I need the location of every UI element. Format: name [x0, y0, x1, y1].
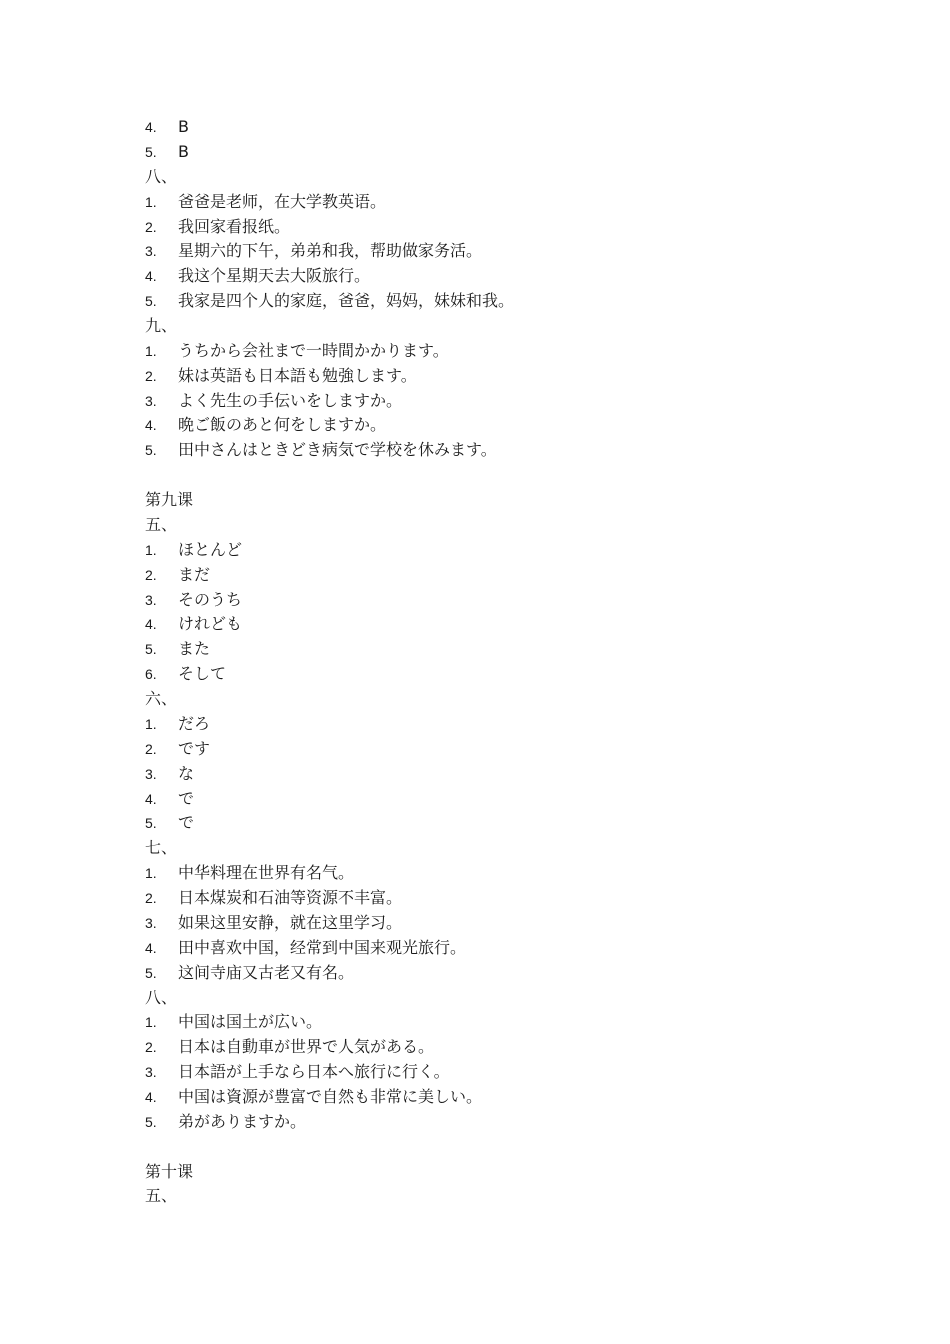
list-item: [145, 860, 354, 885]
list-item: [145, 1084, 482, 1109]
list-item: [145, 636, 210, 661]
item-number: 5.: [145, 143, 157, 160]
item-text: B: [178, 141, 189, 161]
item-number: 5.: [145, 442, 157, 459]
section-heading: 七、: [145, 838, 178, 858]
item-text: 我回家看报纸。: [178, 216, 291, 236]
list-item: [145, 338, 449, 363]
item-number: 3.: [145, 914, 157, 931]
item-number: 5.: [145, 293, 157, 310]
item-text: けれども: [178, 614, 243, 634]
item-text: ほとんど: [178, 539, 243, 559]
item-text: また: [178, 639, 211, 659]
item-text: 这间寺庙又古老又有名。: [178, 962, 355, 982]
item-text: 妹は英語も日本語も勉強します。: [178, 365, 417, 385]
list-item: [145, 139, 189, 164]
item-text: 弟がありますか。: [178, 1111, 307, 1131]
item-text: で: [178, 788, 195, 808]
item-text: うちから会社まで一時間かかります。: [178, 340, 449, 360]
list-item: [145, 810, 194, 835]
item-text: な: [178, 763, 195, 783]
list-item: [145, 1059, 450, 1084]
item-number: 3.: [145, 591, 157, 608]
item-number: 1.: [145, 1014, 157, 1031]
section-heading: 六、: [145, 689, 178, 708]
item-number: 2.: [145, 890, 157, 906]
item-text: 我家是四个人的家庭，爸爸，妈妈，妹妹和我。: [178, 291, 515, 311]
list-item: [145, 114, 189, 139]
item-number: 4.: [145, 417, 157, 434]
item-number: 3.: [145, 765, 157, 782]
list-item: [145, 1009, 322, 1034]
item-number: 4.: [145, 119, 157, 135]
list-item: [145, 661, 226, 686]
item-text: で: [178, 813, 195, 833]
list-item: [145, 1109, 306, 1134]
item-text: 星期六的下午，弟弟和我，帮助做家务活。: [178, 241, 483, 261]
list-item: [145, 935, 466, 960]
item-text: です: [178, 738, 211, 758]
item-text: 晩ご飯のあと何をしますか。: [178, 415, 387, 435]
item-text: 田中喜欢中国，经常到中国来观光旅行。: [178, 937, 467, 957]
item-number: 5.: [145, 815, 157, 832]
section-heading: 五、: [145, 1186, 178, 1206]
item-number: 1.: [145, 541, 157, 558]
item-number: 3.: [145, 392, 157, 409]
item-number: 4.: [145, 939, 157, 956]
item-number: 5.: [145, 1113, 157, 1130]
list-item: [145, 761, 194, 786]
item-number: 1.: [145, 342, 157, 359]
list-item: [145, 910, 402, 935]
item-number: 1.: [145, 715, 157, 732]
item-number: 5.: [145, 641, 157, 658]
item-number: 2.: [145, 367, 157, 384]
item-number: 4.: [145, 1088, 157, 1105]
item-text: 中华料理在世界有名气。: [178, 863, 355, 883]
item-text: そして: [178, 664, 227, 684]
item-text: 中国は国土が広い。: [178, 1012, 323, 1032]
item-text: 田中さんはときどき病気で学校を休みます。: [178, 440, 497, 460]
list-item: [145, 412, 386, 437]
item-text: B: [178, 117, 189, 136]
list-item: [145, 711, 210, 736]
list-item: [145, 611, 242, 636]
item-text: 如果这里安静，就在这里学习。: [178, 912, 403, 932]
item-number: 2.: [145, 218, 157, 235]
item-number: 2.: [145, 740, 157, 757]
item-number: 6.: [145, 666, 157, 683]
list-item: [145, 1034, 434, 1059]
list-item: [145, 960, 354, 985]
item-number: 1.: [145, 865, 157, 882]
item-text: だろ: [178, 713, 211, 733]
item-text: 日本は自動車が世界で人気がある。: [178, 1037, 435, 1057]
item-text: 爸爸是老师，在大学教英语。: [178, 191, 387, 211]
item-text: 日本語が上手なら日本へ旅行に行く。: [178, 1062, 450, 1082]
item-number: 4.: [145, 790, 157, 807]
item-text: 中国は資源が豊富で自然も非常に美しい。: [178, 1086, 483, 1106]
section-heading: 八、: [145, 166, 178, 186]
section-heading: 第十课: [145, 1161, 194, 1181]
section-heading: 五、: [145, 514, 178, 534]
list-item: [145, 885, 402, 910]
list-item: [145, 587, 242, 612]
item-text: そのうち: [178, 589, 243, 609]
list-item: [145, 288, 514, 313]
list-item: [145, 786, 194, 811]
list-item: [145, 537, 242, 562]
item-number: 4.: [145, 268, 157, 285]
list-item: [145, 214, 290, 239]
item-number: 3.: [145, 1064, 157, 1081]
list-item: [145, 238, 482, 263]
section-heading: 九、: [145, 316, 178, 335]
item-number: 4.: [145, 616, 157, 633]
item-number: 3.: [145, 243, 157, 260]
list-item: [145, 388, 402, 413]
item-text: まだ: [178, 564, 211, 584]
item-number: 2.: [145, 566, 157, 583]
list-item: [145, 263, 370, 288]
item-text: 我这个星期天去大阪旅行。: [178, 266, 371, 286]
item-text: 日本煤炭和石油等资源不丰富。: [178, 888, 403, 907]
list-item: [145, 189, 386, 214]
list-item: [145, 562, 210, 587]
item-number: 1.: [145, 193, 157, 210]
section-heading: 八、: [145, 987, 178, 1007]
item-text: よく先生の手伝いをしますか。: [178, 390, 403, 410]
item-number: 2.: [145, 1039, 157, 1056]
list-item: [145, 736, 210, 761]
section-heading: 第九课: [145, 490, 194, 510]
item-number: 5.: [145, 964, 157, 981]
list-item: [145, 437, 497, 462]
list-item: [145, 363, 417, 388]
